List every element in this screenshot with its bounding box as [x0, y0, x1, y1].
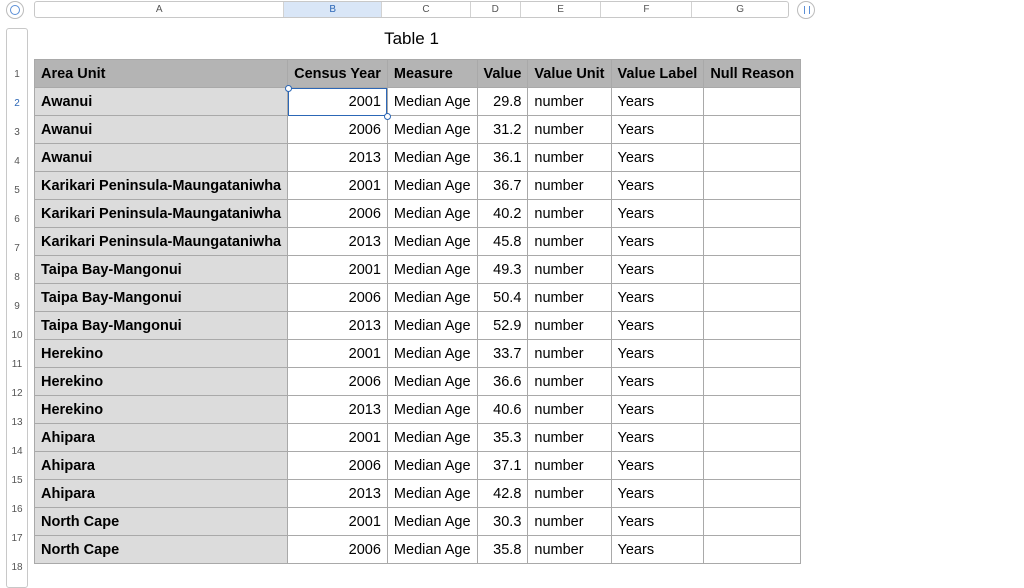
cell-value-unit[interactable]: number	[528, 536, 611, 564]
cell-value-unit[interactable]: number	[528, 480, 611, 508]
header-cell-value-unit[interactable]: Value Unit	[528, 60, 611, 88]
cell-value[interactable]: 52.9	[477, 312, 528, 340]
cell-value[interactable]: 49.3	[477, 256, 528, 284]
selection-handle-bottom-right[interactable]	[384, 113, 391, 120]
header-cell-value-label[interactable]: Value Label	[611, 60, 704, 88]
table-row	[35, 452, 801, 480]
cell-value-label[interactable]: Years	[611, 200, 704, 228]
cell-value-label[interactable]: Years	[611, 116, 704, 144]
cell-value-label[interactable]: Years	[611, 256, 704, 284]
column-header-b[interactable]: B	[284, 2, 382, 17]
table-row	[35, 536, 801, 564]
cell-area-unit[interactable]: Ahipara	[35, 480, 288, 508]
cell-value-unit[interactable]: number	[528, 368, 611, 396]
table-select-control[interactable]	[6, 1, 24, 19]
cell-census-year[interactable]: 2001	[288, 256, 388, 284]
cell-census-year[interactable]: 2006	[288, 284, 388, 312]
row-header-4[interactable]: 4	[14, 156, 20, 167]
cell-value[interactable]: 37.1	[477, 452, 528, 480]
cell-measure[interactable]: Median Age	[387, 424, 477, 452]
row-header-9[interactable]: 9	[14, 301, 20, 312]
data-table	[34, 59, 801, 564]
cell-census-year[interactable]: 2013	[288, 480, 388, 508]
cell-census-year[interactable]: 2001	[288, 508, 388, 536]
table-row	[35, 200, 801, 228]
cell-null-reason[interactable]	[704, 312, 801, 340]
cell-value-label[interactable]: Years	[611, 368, 704, 396]
row-header-bar	[6, 28, 28, 588]
table-row	[35, 508, 801, 536]
cell-measure[interactable]: Median Age	[387, 368, 477, 396]
column-header-e[interactable]: E	[521, 2, 602, 17]
cell-value-unit[interactable]: number	[528, 144, 611, 172]
cell-value-label[interactable]: Years	[611, 284, 704, 312]
column-header-a[interactable]: A	[35, 2, 284, 17]
cell-value-unit[interactable]: number	[528, 200, 611, 228]
cell-census-year[interactable]: 2006	[288, 452, 388, 480]
cell-value[interactable]: 36.1	[477, 144, 528, 172]
row-header-12[interactable]: 12	[11, 388, 23, 399]
cell-value[interactable]: 35.3	[477, 424, 528, 452]
cell-value-label[interactable]: Years	[611, 228, 704, 256]
column-header-bar	[34, 1, 789, 18]
row-header-17[interactable]: 17	[11, 533, 23, 544]
cell-value-unit[interactable]: number	[528, 116, 611, 144]
cell-measure[interactable]: Median Age	[387, 116, 477, 144]
cell-measure[interactable]: Median Age	[387, 536, 477, 564]
cell-area-unit[interactable]: Taipa Bay-Mangonui	[35, 284, 288, 312]
table-row	[35, 368, 801, 396]
cell-census-year[interactable]: 2006	[288, 536, 388, 564]
cell-area-unit[interactable]: Karikari Peninsula-Maungataniwha	[35, 172, 288, 200]
cell-null-reason[interactable]	[704, 536, 801, 564]
column-header-f[interactable]: F	[601, 2, 692, 17]
cell-measure[interactable]: Median Age	[387, 144, 477, 172]
cell-value[interactable]: 33.7	[477, 340, 528, 368]
table-row	[35, 172, 801, 200]
selected-cell[interactable]: 2001	[288, 88, 388, 116]
cell-null-reason[interactable]	[704, 88, 801, 116]
cell-null-reason[interactable]	[704, 116, 801, 144]
cell-area-unit[interactable]: Awanui	[35, 88, 288, 116]
row-header-5[interactable]: 5	[14, 185, 20, 196]
column-header-d[interactable]: D	[471, 2, 521, 17]
header-cell-census-year[interactable]: Census Year	[288, 60, 388, 88]
cell-measure[interactable]: Median Age	[387, 396, 477, 424]
cell-value[interactable]: 40.2	[477, 200, 528, 228]
cell-measure[interactable]: Median Age	[387, 200, 477, 228]
row-header-11[interactable]: 11	[11, 359, 23, 370]
cell-measure[interactable]: Median Age	[387, 284, 477, 312]
cell-measure[interactable]: Median Age	[387, 452, 477, 480]
table-title[interactable]: Table 1	[384, 29, 439, 48]
cell-area-unit[interactable]: North Cape	[35, 508, 288, 536]
cell-area-unit[interactable]: Karikari Peninsula-Maungataniwha	[35, 228, 288, 256]
cell-value-label[interactable]: Years	[611, 536, 704, 564]
cell-measure[interactable]: Median Age	[387, 340, 477, 368]
cell-value[interactable]: 29.8	[477, 88, 528, 116]
cell-null-reason[interactable]	[704, 480, 801, 508]
add-column-control[interactable]	[797, 1, 815, 19]
cell-area-unit[interactable]: Awanui	[35, 144, 288, 172]
cell-value[interactable]: 36.7	[477, 172, 528, 200]
header-cell-value[interactable]: Value	[477, 60, 528, 88]
cell-value-label[interactable]: Years	[611, 144, 704, 172]
cell-null-reason[interactable]	[704, 200, 801, 228]
cell-census-year[interactable]: 2001	[288, 340, 388, 368]
cell-value-label[interactable]: Years	[611, 340, 704, 368]
cell-value[interactable]: 42.8	[477, 480, 528, 508]
cell-measure[interactable]: Median Age	[387, 172, 477, 200]
row-header-7[interactable]: 7	[14, 243, 20, 254]
cell-value-label[interactable]: Years	[611, 508, 704, 536]
column-header-g[interactable]: G	[736, 4, 745, 15]
cell-value-unit[interactable]: number	[528, 312, 611, 340]
table-row	[35, 424, 801, 452]
row-header-15[interactable]: 15	[11, 475, 23, 486]
table-row	[35, 256, 801, 284]
cell-value-unit[interactable]: number	[528, 88, 611, 116]
cell-value-label[interactable]: Years	[611, 424, 704, 452]
cell-measure[interactable]: Median Age	[387, 480, 477, 508]
table-row	[35, 284, 801, 312]
cell-null-reason[interactable]	[704, 340, 801, 368]
cell-area-unit[interactable]: Ahipara	[35, 424, 288, 452]
cell-null-reason[interactable]	[704, 256, 801, 284]
cell-value-unit[interactable]: number	[528, 508, 611, 536]
cell-area-unit[interactable]: Taipa Bay-Mangonui	[35, 312, 288, 340]
row-header-3[interactable]: 3	[14, 127, 20, 138]
row-header-14[interactable]: 14	[11, 446, 23, 457]
cell-area-unit[interactable]: Karikari Peninsula-Maungataniwha	[35, 200, 288, 228]
table-row	[35, 228, 801, 256]
table-row	[35, 312, 801, 340]
cell-value[interactable]: 45.8	[477, 228, 528, 256]
cell-measure[interactable]: Median Age	[387, 228, 477, 256]
cell-value[interactable]: 30.3	[477, 508, 528, 536]
cell-value[interactable]: 50.4	[477, 284, 528, 312]
cell-census-year[interactable]: 2006	[288, 368, 388, 396]
cell-value-label[interactable]: Years	[611, 88, 704, 116]
row-header-16[interactable]: 16	[11, 504, 23, 515]
cell-value-label[interactable]: Years	[611, 452, 704, 480]
row-header-13[interactable]: 13	[11, 417, 23, 428]
cell-area-unit[interactable]: Taipa Bay-Mangonui	[35, 256, 288, 284]
cell-value-unit[interactable]: number	[528, 452, 611, 480]
table-row	[35, 480, 801, 508]
cell-value[interactable]: 31.2	[477, 116, 528, 144]
header-row	[35, 60, 801, 88]
cell-value-label[interactable]: Years	[611, 480, 704, 508]
cell-area-unit[interactable]: Awanui	[35, 116, 288, 144]
cell-value-label[interactable]: Years	[611, 172, 704, 200]
cell-measure[interactable]: Median Age	[387, 312, 477, 340]
cell-area-unit[interactable]: Herekino	[35, 340, 288, 368]
cell-census-year[interactable]: 2006	[288, 200, 388, 228]
cell-null-reason[interactable]	[704, 228, 801, 256]
header-cell-area-unit[interactable]: Area Unit	[35, 60, 288, 88]
cell-null-reason[interactable]	[704, 452, 801, 480]
cell-null-reason[interactable]	[704, 508, 801, 536]
row-header-2[interactable]: 2	[14, 98, 20, 109]
cell-measure[interactable]: Median Age	[387, 88, 477, 116]
cell-area-unit[interactable]: Herekino	[35, 368, 288, 396]
cell-census-year[interactable]: 2006	[288, 116, 388, 144]
cell-measure[interactable]: Median Age	[387, 256, 477, 284]
cell-census-year[interactable]: 2013	[288, 228, 388, 256]
cell-value-unit[interactable]: number	[528, 424, 611, 452]
cell-value-unit[interactable]: number	[528, 340, 611, 368]
cell-null-reason[interactable]	[704, 144, 801, 172]
row-header-8[interactable]: 8	[14, 272, 20, 283]
row-header-18[interactable]: 18	[11, 562, 23, 573]
row-header-10[interactable]: 10	[11, 330, 23, 341]
cell-null-reason[interactable]	[704, 396, 801, 424]
table-row	[35, 396, 801, 424]
cell-value-unit[interactable]: number	[528, 396, 611, 424]
table-row	[35, 340, 801, 368]
row-header-6[interactable]: 6	[14, 214, 20, 225]
cell-area-unit[interactable]: Ahipara	[35, 452, 288, 480]
cell-value[interactable]: 40.6	[477, 396, 528, 424]
table-row	[35, 88, 801, 116]
cell-census-year[interactable]: 2013	[288, 312, 388, 340]
cell-value[interactable]: 35.8	[477, 536, 528, 564]
cell-census-year[interactable]: 2013	[288, 144, 388, 172]
cell-null-reason[interactable]	[704, 284, 801, 312]
selection-handle-top-left[interactable]	[285, 85, 292, 92]
cell-null-reason[interactable]	[704, 424, 801, 452]
cell-census-year[interactable]: 2013	[288, 396, 388, 424]
cell-census-year[interactable]: 2001	[288, 172, 388, 200]
cell-value-unit[interactable]: number	[528, 172, 611, 200]
cell-value[interactable]: 36.6	[477, 368, 528, 396]
row-header-1[interactable]: 1	[14, 69, 20, 80]
cell-value-label[interactable]: Years	[611, 312, 704, 340]
table-row	[35, 116, 801, 144]
cell-null-reason[interactable]	[704, 368, 801, 396]
cell-measure[interactable]: Median Age	[387, 508, 477, 536]
cell-value-unit[interactable]: number	[528, 256, 611, 284]
header-cell-null-reason[interactable]: Null Reason	[704, 60, 801, 88]
cell-census-year[interactable]: 2001	[288, 424, 388, 452]
cell-value-label[interactable]: Years	[611, 396, 704, 424]
cell-null-reason[interactable]	[704, 172, 801, 200]
cell-area-unit[interactable]: North Cape	[35, 536, 288, 564]
column-header-c[interactable]: C	[382, 2, 471, 17]
cell-value-unit[interactable]: number	[528, 228, 611, 256]
cell-value-unit[interactable]: number	[528, 284, 611, 312]
header-cell-measure[interactable]: Measure	[387, 60, 477, 88]
cell-area-unit[interactable]: Herekino	[35, 396, 288, 424]
table-row	[35, 144, 801, 172]
